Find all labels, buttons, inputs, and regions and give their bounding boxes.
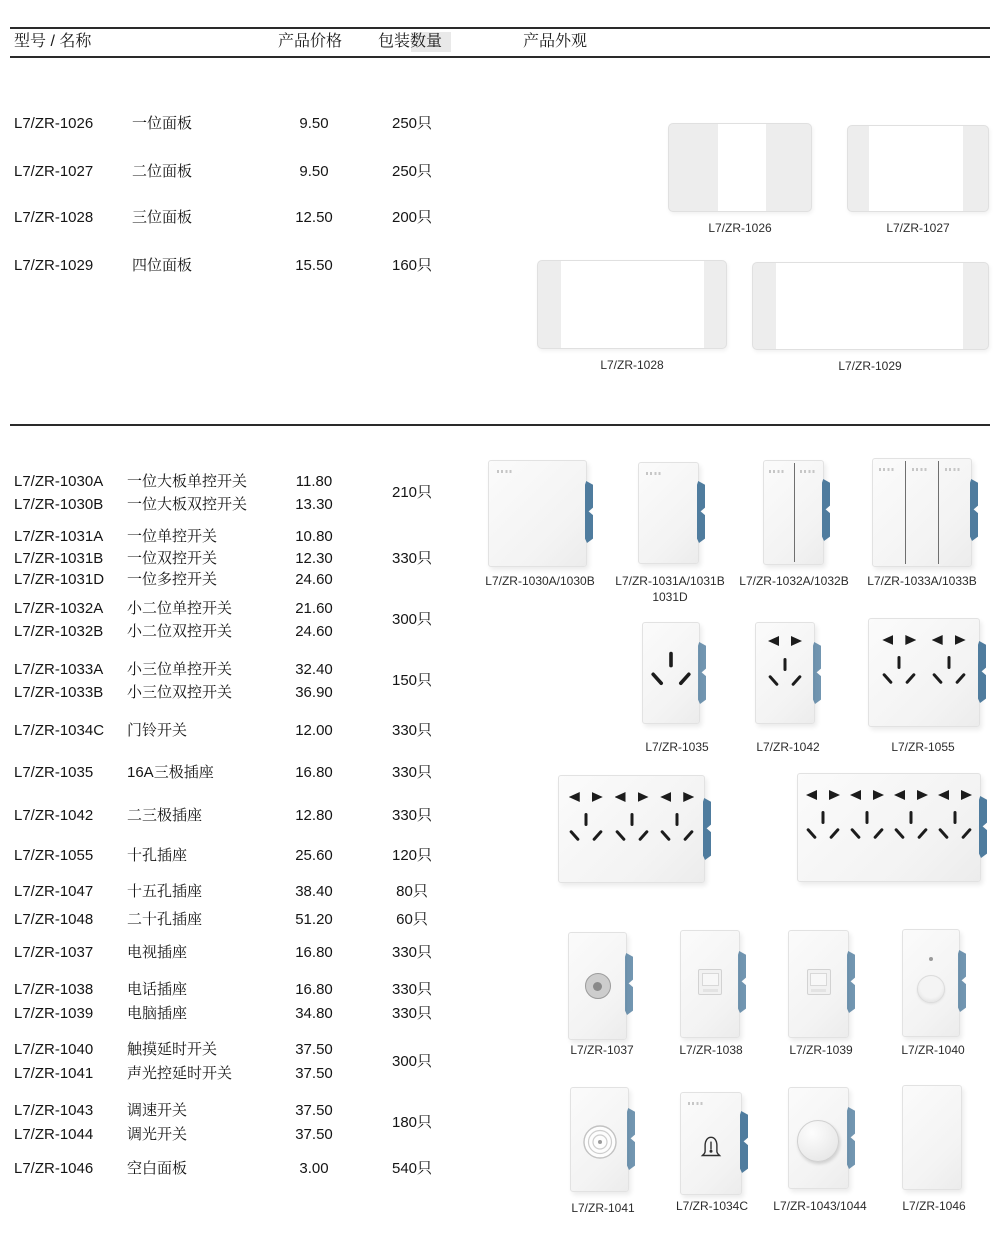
product-image-1031: [638, 462, 699, 564]
name-cell: 四位面板: [132, 257, 193, 274]
blue-side-tab: [979, 796, 987, 858]
gang-divider: [905, 461, 906, 564]
price-cell: 15.50: [295, 257, 333, 274]
price-cell: 10.80: [295, 528, 333, 545]
model-cell: L7/ZR-1030A: [14, 473, 104, 490]
model-cell: L7/ZR-1034C: [14, 722, 105, 739]
price-cell: 9.50: [299, 115, 329, 132]
product-caption-1029: L7/ZR-1029: [838, 359, 902, 373]
model-cell: L7/ZR-1040: [14, 1041, 94, 1058]
qty-cell: 330只: [391, 722, 433, 739]
model-cell: L7/ZR-1035: [14, 764, 94, 781]
qty-cell: 160只: [391, 257, 433, 274]
three-pin-socket-holes: [648, 652, 694, 690]
network-jack: [807, 969, 831, 995]
three-pin-socket-holes: [766, 658, 804, 690]
name-cell: 小二位双控开关: [127, 623, 233, 640]
price-cell: 16.80: [295, 764, 333, 781]
blue-side-tab: [698, 642, 706, 704]
qty-cell: 330只: [391, 981, 433, 998]
rotary-knob: [797, 1120, 839, 1162]
product-image-1033: [872, 458, 972, 567]
blue-side-tab: [958, 950, 966, 1012]
name-cell: 二位面板: [132, 163, 193, 180]
price-cell: 3.00: [299, 1160, 329, 1177]
name-cell: 十孔插座: [127, 847, 188, 864]
qty-cell: 80只: [396, 883, 428, 900]
product-caption-1055: L7/ZR-1055: [891, 740, 955, 754]
name-cell: 空白面板: [127, 1160, 188, 1177]
qty-cell: 330只: [391, 807, 433, 824]
model-cell: L7/ZR-1043: [14, 1102, 94, 1119]
name-cell: 一位单控开关: [127, 528, 218, 545]
product-caption-1028: L7/ZR-1028: [600, 358, 664, 372]
model-cell: L7/ZR-1042: [14, 807, 94, 824]
product-caption-1046: L7/ZR-1046: [902, 1199, 966, 1213]
name-cell: 一位面板: [132, 115, 193, 132]
qty-cell: 330只: [391, 944, 433, 961]
qty-cell: 330只: [391, 1005, 433, 1022]
model-cell: L7/ZR-1033A: [14, 661, 104, 678]
model-cell: L7/ZR-1031D: [14, 571, 105, 588]
product-image-1047: [558, 775, 705, 883]
brand-mark: [497, 470, 512, 473]
blue-side-tab: [697, 481, 705, 543]
name-cell: 声光控延时开关: [127, 1065, 233, 1082]
price-cell: 25.60: [295, 847, 333, 864]
qty-cell: 180只: [391, 1114, 433, 1131]
socket-hole-layout: [559, 776, 704, 882]
price-cell: 51.20: [295, 911, 333, 928]
plate-window: [776, 263, 963, 349]
price-cell: 12.80: [295, 807, 333, 824]
plate-window: [561, 261, 704, 348]
model-cell: L7/ZR-1032A: [14, 600, 104, 617]
model-cell: L7/ZR-1055: [14, 847, 94, 864]
name-cell: 触摸延时开关: [127, 1041, 218, 1058]
model-cell: L7/ZR-1030B: [14, 496, 104, 513]
brand-mark: [912, 468, 927, 471]
touch-button: [917, 975, 945, 1003]
indicator-dot: [929, 957, 933, 961]
product-image-1032: [763, 460, 824, 565]
product-caption-1041: L7/ZR-1041: [571, 1201, 635, 1215]
qty-cell: 60只: [396, 911, 428, 928]
price-cell: 24.60: [295, 623, 333, 640]
product-image-1039: [788, 930, 849, 1038]
price-cell: 9.50: [299, 163, 329, 180]
five-hole-group: [880, 635, 918, 688]
blue-side-tab: [740, 1111, 748, 1173]
two-pin-socket-holes: [768, 636, 802, 646]
product-caption-1035: L7/ZR-1035: [645, 740, 709, 754]
blue-side-tab: [822, 479, 830, 541]
name-cell: 调速开关: [127, 1102, 188, 1119]
product-image-1028: [537, 260, 727, 349]
brand-mark: [688, 1102, 703, 1105]
name-cell: 电话插座: [127, 981, 188, 998]
model-cell: L7/ZR-1041: [14, 1065, 94, 1082]
caption-line-2: 1031D: [652, 589, 688, 604]
product-caption-1043-1044: L7/ZR-1043/1044: [773, 1199, 867, 1213]
gang-divider: [938, 461, 939, 564]
qty-cell: 120只: [391, 847, 433, 864]
name-cell: 二三极插座: [127, 807, 203, 824]
blue-side-tab: [738, 951, 746, 1013]
product-image-1043: [788, 1087, 849, 1189]
column-header-appearance: 产品外观: [523, 33, 588, 50]
blue-side-tab: [627, 1108, 635, 1170]
product-caption-1033: L7/ZR-1033A/1033B: [867, 574, 977, 588]
pin-slot: [669, 652, 673, 668]
coax-connector: [585, 973, 611, 999]
model-cell: L7/ZR-1048: [14, 911, 94, 928]
name-cell: 一位大板双控开关: [127, 496, 248, 513]
blue-side-tab: [703, 798, 711, 860]
brand-mark: [879, 468, 894, 471]
model-cell: L7/ZR-1033B: [14, 684, 104, 701]
price-cell: 16.80: [295, 944, 333, 961]
name-cell: 一位双控开关: [127, 550, 218, 567]
product-image-1055: [868, 618, 980, 727]
product-image-1048: [797, 773, 981, 882]
model-cell: L7/ZR-1028: [14, 209, 94, 226]
doorbell-icon: [696, 1133, 726, 1163]
qty-cell: 300只: [391, 611, 433, 628]
speaker-grille-icon: [582, 1124, 618, 1160]
blue-side-tab: [970, 479, 978, 541]
product-image-1027: [847, 125, 989, 212]
qty-cell: 250只: [391, 163, 433, 180]
brand-mark: [800, 470, 815, 473]
price-cell: 37.50: [295, 1102, 333, 1119]
blue-side-tab: [978, 641, 986, 703]
blue-side-tab: [847, 951, 855, 1013]
blue-side-tab: [813, 642, 821, 704]
name-cell: 小三位双控开关: [127, 684, 233, 701]
qty-cell: 300只: [391, 1053, 433, 1070]
qty-cell: 210只: [391, 484, 433, 501]
qty-cell: 250只: [391, 115, 433, 132]
qty-cell: 330只: [391, 550, 433, 567]
product-image-1035: [642, 622, 700, 724]
product-image-1038: [680, 930, 740, 1038]
name-cell: 电脑插座: [127, 1005, 188, 1022]
price-cell: 12.30: [295, 550, 333, 567]
plate-window: [869, 126, 963, 211]
model-cell: L7/ZR-1031B: [14, 550, 104, 567]
socket-hole-layout: [798, 774, 980, 881]
model-cell: L7/ZR-1047: [14, 883, 94, 900]
pin-slot: [651, 672, 664, 686]
product-caption-1042: L7/ZR-1042: [756, 740, 820, 754]
header-rule: [10, 56, 990, 58]
name-cell: 十五孔插座: [127, 883, 203, 900]
name-cell: 电视插座: [127, 944, 188, 961]
price-cell: 36.90: [295, 684, 333, 701]
pin-slot: [791, 636, 802, 646]
model-cell: L7/ZR-1026: [14, 115, 94, 132]
price-cell: 13.30: [295, 496, 333, 513]
price-cell: 32.40: [295, 661, 333, 678]
price-cell: 34.80: [295, 1005, 333, 1022]
model-cell: L7/ZR-1029: [14, 257, 94, 274]
product-image-1029: [752, 262, 989, 350]
model-cell: L7/ZR-1038: [14, 981, 94, 998]
blue-side-tab: [625, 953, 633, 1015]
qty-cell: 150只: [391, 672, 433, 689]
product-caption-1039: L7/ZR-1039: [789, 1043, 853, 1057]
price-cell: 37.50: [295, 1126, 333, 1143]
column-header-price: 产品价格: [278, 33, 343, 50]
price-cell: 16.80: [295, 981, 333, 998]
product-caption-1034C: L7/ZR-1034C: [675, 1199, 749, 1213]
price-cell: 12.50: [295, 209, 333, 226]
model-cell: L7/ZR-1037: [14, 944, 94, 961]
pin-slot: [678, 672, 691, 686]
name-cell: 二十孔插座: [127, 911, 203, 928]
five-hole-group: [930, 635, 968, 688]
column-header-model-name: 型号 / 名称: [14, 33, 92, 50]
name-cell: 小三位单控开关: [127, 661, 233, 678]
product-image-1030: [488, 460, 587, 567]
gang-divider: [794, 463, 795, 562]
price-cell: 37.50: [295, 1041, 333, 1058]
price-cell: 21.60: [295, 600, 333, 617]
model-cell: L7/ZR-1027: [14, 163, 94, 180]
product-image-1034C: [680, 1092, 742, 1195]
product-image-1026: [668, 123, 812, 212]
name-cell: 调光开关: [127, 1126, 188, 1143]
product-image-1040: [902, 929, 960, 1037]
price-cell: 12.00: [295, 722, 333, 739]
product-caption-1026: L7/ZR-1026: [708, 221, 772, 235]
qty-cell: 200只: [391, 209, 433, 226]
caption-line-1: L7/ZR-1031A/1031B: [615, 574, 725, 588]
name-cell: 16A三极插座: [127, 764, 214, 781]
product-caption-1038: L7/ZR-1038: [679, 1043, 743, 1057]
top-rule: [10, 27, 990, 29]
product-caption-1040: L7/ZR-1040: [901, 1043, 965, 1057]
model-cell: L7/ZR-1044: [14, 1126, 94, 1143]
name-cell: 门铃开关: [127, 722, 188, 739]
name-cell: 一位多控开关: [127, 571, 218, 588]
product-caption-1027: L7/ZR-1027: [886, 221, 950, 235]
product-caption-1037: L7/ZR-1037: [570, 1043, 634, 1057]
price-cell: 24.60: [295, 571, 333, 588]
section-divider-rule: [10, 424, 990, 426]
blue-side-tab: [585, 481, 593, 543]
product-caption-1032: L7/ZR-1032A/1032B: [739, 574, 849, 588]
price-cell: 37.50: [295, 1065, 333, 1082]
model-cell: L7/ZR-1039: [14, 1005, 94, 1022]
name-cell: 三位面板: [132, 209, 193, 226]
model-cell: L7/ZR-1031A: [14, 528, 104, 545]
product-image-1042: [755, 622, 815, 724]
brand-mark: [646, 472, 661, 475]
product-image-1046: [902, 1085, 962, 1190]
name-cell: 一位大板单控开关: [127, 473, 248, 490]
name-cell: 小二位单控开关: [127, 600, 233, 617]
product-caption-1030: L7/ZR-1030A/1030B: [485, 574, 595, 588]
model-cell: L7/ZR-1046: [14, 1160, 94, 1177]
product-image-1041: [570, 1087, 629, 1192]
pin-slot: [768, 636, 779, 646]
five-hole-group: [756, 623, 814, 690]
price-cell: 38.40: [295, 883, 333, 900]
brand-mark: [945, 468, 960, 471]
qty-cell: 330只: [391, 764, 433, 781]
phone-jack: [698, 969, 722, 995]
plate-window: [718, 124, 766, 211]
model-cell: L7/ZR-1032B: [14, 623, 104, 640]
blue-side-tab: [847, 1107, 855, 1169]
brand-mark: [769, 470, 784, 473]
column-header-qty: 包装数量: [378, 33, 443, 50]
qty-cell: 540只: [391, 1160, 433, 1177]
price-cell: 11.80: [295, 473, 333, 490]
product-image-1037: [568, 932, 627, 1040]
socket-hole-layout: [869, 619, 979, 726]
